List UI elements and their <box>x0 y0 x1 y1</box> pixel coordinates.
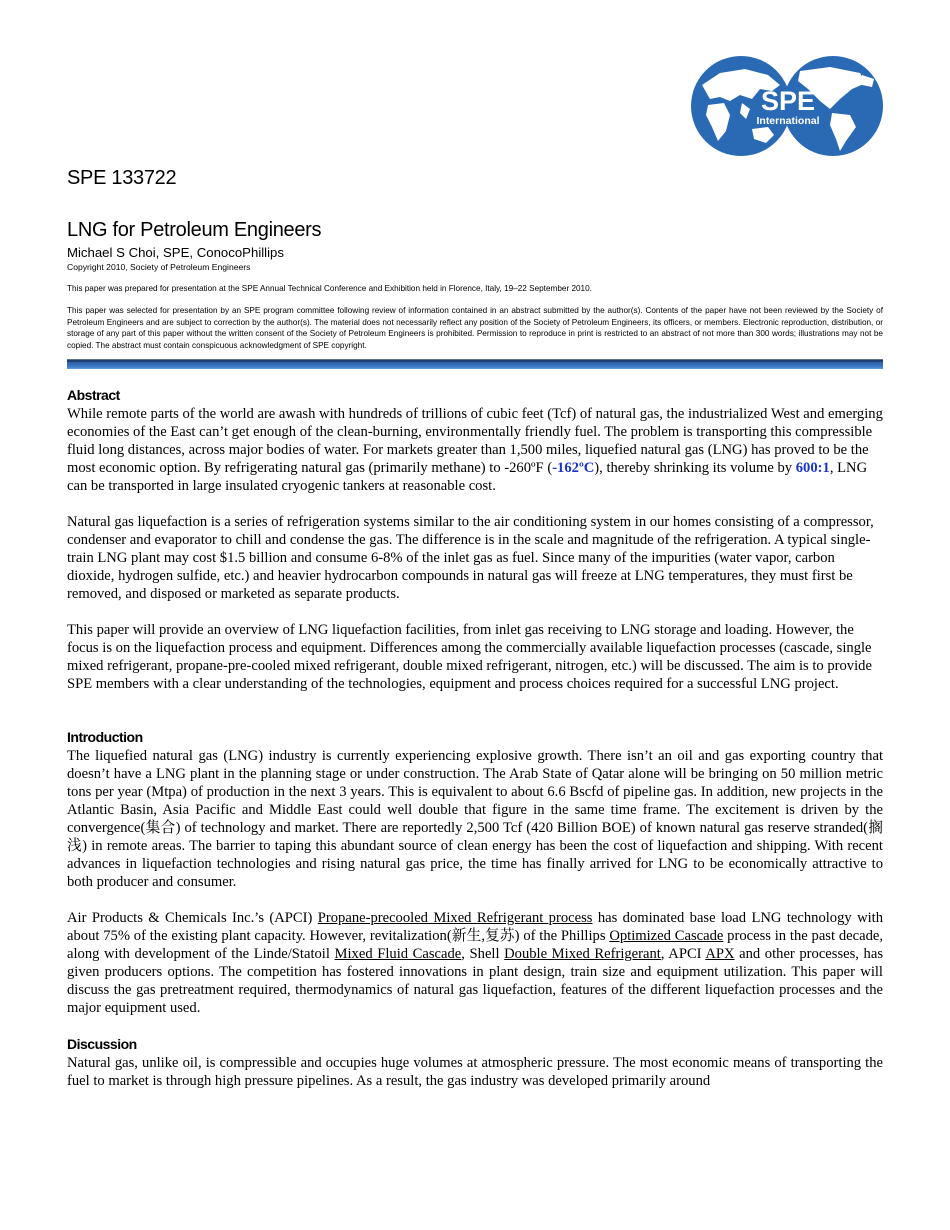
process-link-c3mr[interactable]: Propane-precooled Mixed Refrigerant process <box>317 910 593 926</box>
text: ), thereby shrinking its volume by <box>594 460 796 476</box>
logo-spe-text: SPE <box>760 86 816 116</box>
process-link-double-mixed-refrigerant[interactable]: Double Mixed Refrigerant <box>504 946 661 962</box>
text: While remote parts of the world are awash with hundreds of trillions of cubic feet (Tcf) of natural gas, the industrialized West and emerging economies of the East can’t get enough of the clean-burning, environmentally friendly fuel. The problem is transporting this compressible fluid long distances, across major bodies of water. For markets greater than 1,500 miles, liquefied natural gas (LNG) has proved to be the most economic option. By refrigerating natural gas (primarily methane) to -260ºF ( <box>67 406 883 476</box>
spe-international-logo <box>690 55 884 157</box>
paper-title: LNG for Petroleum Engineers <box>67 219 322 241</box>
process-link-apx[interactable]: APX <box>705 946 735 962</box>
introduction-heading: Introduction <box>67 729 143 745</box>
header-separator-bar <box>67 359 883 369</box>
text: has dominated base load LNG technology with about 75% of the existing plant capacity. However, revitalization(新生,复苏) of the Phillips <box>67 910 884 944</box>
prepared-notice: This paper was prepared for presentation at the SPE Annual Technical Conference and Exhibition held in Florence, Italy, 19–22 September 2010. <box>67 284 592 293</box>
selection-notice: This paper was selected for presentation by an SPE program committee following review of information contained in an abstract submitted by the author(s). Contents of the paper have not been reviewed by the Society of Petroleum Engineers and are subject to correction by the author(s). The material does not necessarily reflect any position of the Society of Petroleum Engineers, its officers, or members. Electronic reproduction, distribution, or storage of any part of this paper without the written consent of the Society of Petroleum Engineers is prohibited. Permission to reproduce in print is restricted to an abstract of not more than 300 words; illustrations may not be copied. The abstract must contain conspicuous acknowledgment of SPE copyright. <box>67 306 883 350</box>
discussion-heading: Discussion <box>67 1036 137 1052</box>
logo-international-text: International <box>756 115 820 127</box>
text: Air Products & Chemicals Inc.’s (APCI) <box>67 910 318 926</box>
abstract-paragraph-2: Natural gas liquefaction is a series of refrigeration systems similar to the air conditioning system in our homes consisting of a compressor, condenser and evaporator to chill and condense the gas. The difference is in the scale and magnitude of the refrigeration. A typical single-train LNG plant may cost $1.5 billion and consume 6-8% of the inlet gas as fuel. Since many of the impurities (water vapor, carbon dioxide, hydrogen sulfide, etc.) and heavier hydrocarbon compounds in natural gas will freeze at LNG temperatures, they must first be removed, and disposed or marketed as separate products. <box>67 514 874 602</box>
abstract-heading: Abstract <box>67 387 120 403</box>
temperature-highlight: -162ºC <box>552 460 595 476</box>
abstract-paragraph-3: This paper will provide an overview of LNG liquefaction facilities, from inlet gas receiving to LNG storage and loading. However, the focus is on the liquefaction process and equipment. Differences among the commercially available liquefaction processes (cascade, single mixed refrigerant, propane-pre-cooled mixed refrigerant, double mixed refrigerant, nitrogen, etc.) will be discussed. The aim is to provide SPE members with a clear understanding of the technologies, equipment and process choices required for a successful LNG project. <box>67 622 872 692</box>
introduction-paragraph-2 <box>67 909 883 1017</box>
volume-ratio-highlight: 600:1 <box>795 460 830 476</box>
abstract-paragraph-1 <box>67 405 883 495</box>
globe-icon <box>690 55 884 157</box>
text: and other processes, has given producers options. The competition has fostered innovations in plant design, train size and equipment utilization. This paper will discuss the gas pretreatment required, thermodynamics of natural gas liquefaction, features of the different liquefaction processes and the major equipment used. <box>67 946 884 1016</box>
process-link-optimized-cascade[interactable]: Optimized Cascade <box>609 928 724 944</box>
copyright-notice: Copyright 2010, Society of Petroleum Engineers <box>67 262 251 272</box>
author-line: Michael S Choi, SPE, ConocoPhillips <box>67 245 284 260</box>
paper-number: SPE 133722 <box>67 167 177 189</box>
text: , LNG can be transported in large insulated cryogenic tankers at reasonable cost. <box>67 460 868 494</box>
process-link-mixed-fluid-cascade[interactable]: Mixed Fluid Cascade <box>334 946 462 962</box>
text: , Shell <box>461 946 505 962</box>
discussion-paragraph-1: Natural gas, unlike oil, is compressible and occupies huge volumes at atmospheric pressure. The most economic means of transporting the fuel to market is through high pressure pipelines. As a result, the gas industry was developed primarily around <box>67 1055 883 1089</box>
introduction-paragraph-1: The liquefied natural gas (LNG) industry is currently experiencing explosive growth. There isn’t an oil and gas exporting country that doesn’t have a LNG plant in the planning stage or under construction. The Arab State of Qatar alone will be bringing on 50 million metric tons per year (Mtpa) of production in the next 3 years. This is equivalent to about 6.6 Bscfd of pipeline gas. In addition, new projects in the Atlantic Basin, Asia Pacific and Middle East could well double that figure in the same time frame. The excitement is driven by the convergence(集合) of technology and market. There are reportedly 2,500 Tcf (420 Billion BOE) of known natural gas reserve stranded(搁浅) in remote areas. The barrier to taping this abundant source of clean energy has been the cost of liquefaction and shipping. With recent advances in liquefaction technologies and rising natural gas price, the time has finally arrived for LNG to be economically attractive to both producer and consumer. <box>67 748 883 890</box>
text: , APCI <box>660 946 706 962</box>
text: process in the past decade, along with development of the Linde/Statoil <box>67 928 883 962</box>
